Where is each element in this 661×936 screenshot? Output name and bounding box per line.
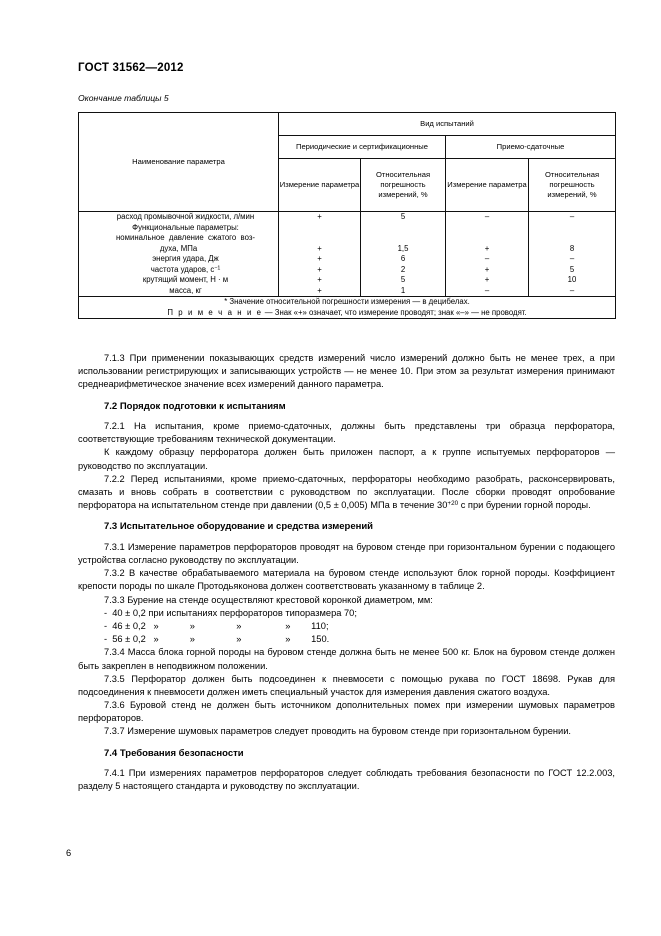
heading-7-3: 7.3 Испытательное оборудование и средства измерений — [104, 521, 374, 533]
cell-value: + — [317, 212, 322, 221]
table-5-continuation — [78, 112, 615, 319]
cell-value: + — [484, 275, 490, 285]
table-footnote-row — [79, 297, 616, 319]
heading-7-2: 7.2 Порядок подготовки к испытаниям — [104, 400, 286, 412]
cell-value: – — [484, 285, 490, 295]
para-7-2-1: 7.2.1 На испытания, кроме приемо-сдаточных, должны быть представлены три образца перфоратора, соответствующие требованиям технической документации. — [78, 421, 615, 445]
param-label: Функциональные параметры: — [132, 222, 239, 232]
param-label: крутящий момент, Н · м — [142, 275, 229, 285]
cell-value: 6 — [400, 254, 406, 264]
header-measure-param-2: Измерение параметра — [446, 159, 529, 212]
standard-number-header: ГОСТ 31562—2012 — [78, 62, 184, 74]
para-7-2-1-b: К каждому образцу перфоратора должен быть приложен паспорт, а к группе испытуемых перфораторов — руководство по эксплуатации. — [78, 447, 615, 471]
para-7-3-1: 7.3.1 Измерение параметров перфораторов проводят на буровом стенде при горизонтальном бурении с подающего устройства согласно руководству по эксплуатации. — [78, 541, 615, 566]
para-7-3-6: 7.3.6 Буровой стенд не должен быть источником дополнительных помех при измерении шумовых параметров перфораторов. — [78, 700, 615, 724]
table-caption: Окончание таблицы 5 — [78, 93, 169, 103]
para-7-1-3: 7.1.3 При применении показывающих средств измерений число измерений должно быть не менее трех, а при использовании регистрирующих и записывающих устройств — не менее 10. При этом за результат измерения принимают среднеарифметическое значение всех измерений данного параметра. — [78, 353, 615, 390]
para-7-2-2 — [78, 473, 615, 513]
table-footnotes — [79, 297, 616, 319]
cell-value: 10 — [567, 275, 577, 285]
param-label: энергия удара, Дж — [152, 254, 219, 264]
header-group-periodic: Периодические и сертификационные — [279, 136, 446, 159]
cell-value: – — [484, 212, 490, 221]
para-7-3-3: 7.3.3 Бурение на стенде осуществляют крестовой коронкой диаметром, мм: — [104, 594, 433, 605]
table-row — [79, 212, 616, 297]
superscript: −1 — [214, 265, 221, 272]
cell-value: 5 — [569, 264, 575, 274]
para-7-3-5: 7.3.5 Перфоратор должен быть подсоединен к пневмосети с помощью рукава по ГОСТ 18698. Рукав для подсоединения к пневмосети должен иметь специальный участок для измерения давления сжатого воздуха. — [78, 673, 615, 697]
measure-2-cell — [446, 212, 529, 297]
error-2-cell — [529, 212, 616, 297]
header-relative-error-2: Относительная погрешность измерений, % — [529, 159, 616, 212]
table-body — [79, 212, 616, 319]
cell-value: 1 — [400, 285, 406, 295]
cell-value: – — [569, 212, 575, 221]
heading-7-4: 7.4 Требования безопасности — [104, 747, 244, 759]
note-text: — Знак «+» означает, что измерение проводят; знак «–» — не проводят. — [262, 307, 527, 317]
para-7-4-1: 7.4.1 При измерениях параметров перфораторов следует соблюдать требования безопасности по ГОСТ 12.2.003, разделу 5 настоящего стандарта и руководству по эксплуатации. — [78, 768, 615, 792]
table-header-row-1 — [79, 113, 616, 136]
list-item: - 40 ± 0,2 при испытаниях перфораторов типоразмера 70; — [104, 607, 357, 618]
parameters-table — [78, 112, 616, 319]
header-measure-param-1: Измерение параметра — [279, 159, 361, 212]
cell-value: + — [484, 243, 490, 253]
header-group-acceptance: Приемо-сдаточные — [446, 136, 616, 159]
param-label: номинальное давление сжатого воз- — [116, 233, 255, 243]
para-7-3-4: 7.3.4 Масса блока горной породы на буровом стенде должна быть не менее 500 кг. Блок на буровом стенде должен быть закреплен в неподвижном положении. — [78, 647, 615, 671]
cell-value: 1,5 — [397, 243, 409, 253]
cell-value: – — [569, 285, 575, 295]
cell-value: + — [317, 243, 322, 253]
measure-1-cell — [279, 212, 361, 297]
error-1-cell — [361, 212, 446, 297]
cell-value: – — [569, 254, 575, 264]
list-item: - 56 ± 0,2 » » » » 150. — [104, 634, 330, 645]
cell-value: 5 — [400, 275, 406, 285]
footnote-asterisk: * Значение относительной погрешности измерения — в децибелах. — [224, 297, 470, 307]
coronka-diameter-list — [78, 607, 615, 647]
para-7-2-2-text-b: с при бурении горной породы. — [458, 500, 591, 511]
page-number: 6 — [66, 848, 72, 858]
cell-value: 2 — [400, 264, 406, 274]
cell-value: + — [484, 264, 490, 274]
cell-value: 5 — [400, 212, 406, 221]
header-test-type: Вид испытаний — [279, 113, 616, 136]
note-label: П р и м е ч а н и е — [167, 307, 263, 317]
cell-value: + — [317, 285, 322, 295]
footnote-note — [79, 308, 615, 319]
cell-value: + — [317, 275, 322, 285]
param-label: частота ударов, $с^{-1}$ — [150, 264, 221, 274]
superscript-tolerance: +20 — [447, 500, 459, 508]
para-7-3-2: 7.3.2 В качестве обрабатываемого материала на буровом стенде используют блок горной породы. Коэффициент крепости породы по шкале Протодьяконова должен соответствовать указанному в таблице 2. — [78, 568, 615, 592]
cell-value: – — [484, 254, 490, 264]
list-item: - 46 ± 0,2 » » » » 110; — [104, 620, 329, 631]
header-relative-error-1: Относительная погрешность измерений, % — [361, 159, 446, 212]
para-7-3-7: 7.3.7 Измерение шумовых параметров следует проводить на буровом стенде при горизонтальном бурении. — [104, 726, 572, 737]
cell-value: + — [317, 254, 322, 264]
header-param-name: Наименование параметра — [79, 113, 279, 212]
param-label: масса, кг — [169, 285, 202, 295]
cell-value: + — [317, 264, 322, 274]
param-label: расход промывочной жидкости, л/мин — [116, 212, 255, 221]
param-names-cell — [79, 212, 279, 297]
table-head — [79, 113, 616, 212]
param-label-cont: духа, МПа — [159, 243, 198, 253]
document-body — [78, 352, 615, 794]
para-7-2-2-text-a: 7.2.2 Перед испытаниями, кроме приемо-сдаточных, перфораторы необходимо разобрать, расконсервировать, смазать и вновь собрать в соответствии с руководством по эксплуатации. После сборки проводят опробование перфоратора на испытательном стенде при давлении (0,5 ± 0,005) МПа в течение 30 — [78, 473, 615, 511]
cell-value: 8 — [569, 243, 575, 253]
